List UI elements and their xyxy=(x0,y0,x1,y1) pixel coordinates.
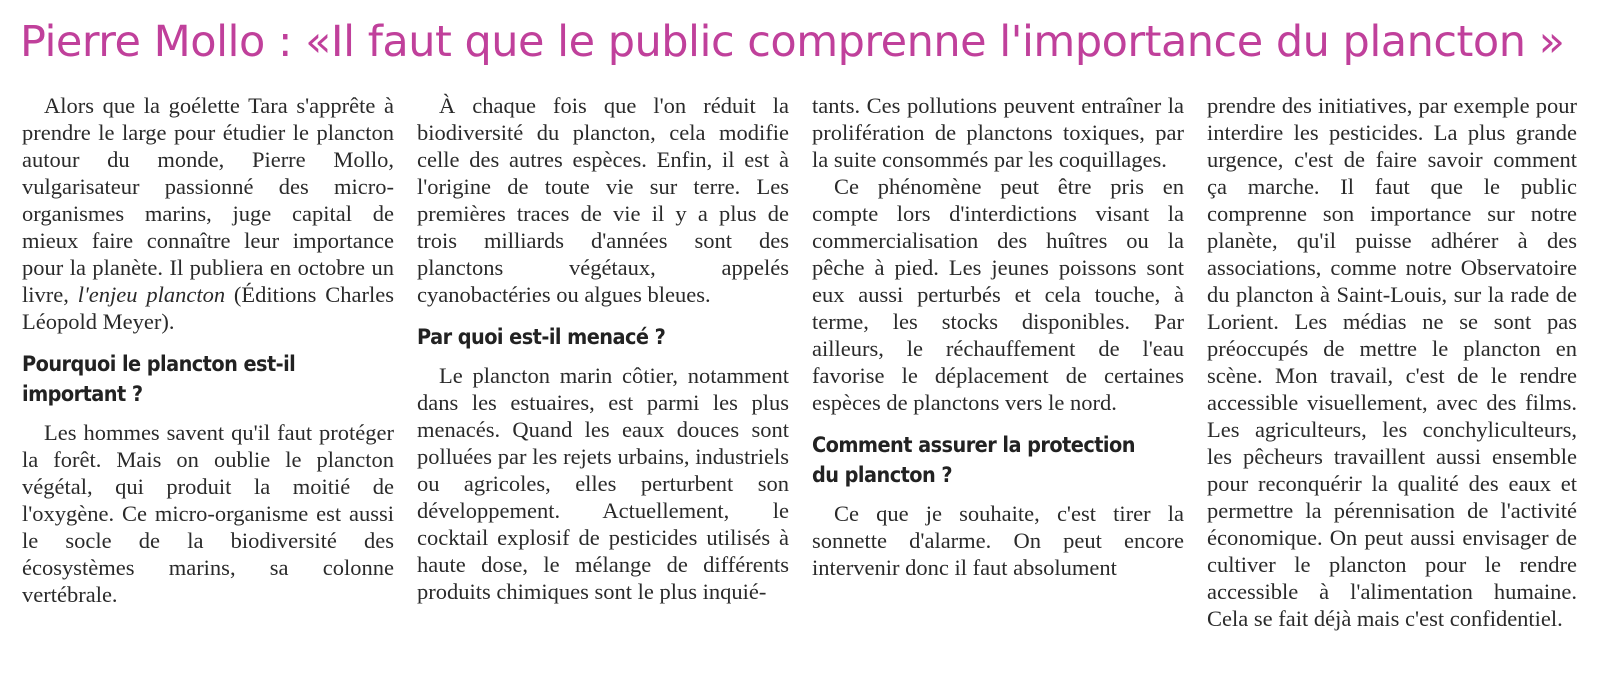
continued-paragraph: tants. Ces pollutions peuvent entraîner la prolifération de planctons toxiques, par la suite consommés par les coquillages. xyxy=(812,93,1184,172)
column-4 xyxy=(1207,92,1577,632)
question-heading-2: Par quoi est-il menacé ? xyxy=(417,325,666,349)
body-paragraph: Ce phénomène peut être pris en compte lors d'interdictions visant la commercialisation des huîtres ou la pêche à pied. Les jeunes poissons sont eux aussi perturbés et cela touche, à terme, les stocks disponibles. Par ailleurs, le réchauffement de l'eau favorise le déplacement de certaines espèces de planctons vers le nord. xyxy=(812,174,1184,415)
answer-paragraph-1: Les hommes savent qu'il faut protéger la forêt. Mais on oublie le plancton végétal, qui produit la moitié de l'oxygène. Ce micro-organisme est aussi le socle de la biodiversité des écosystèmes marins, sa colonne vertébrale. xyxy=(22,420,394,607)
book-title: l'enjeu plancton xyxy=(77,282,226,307)
continued-paragraph: prendre des initiatives, par exemple pour interdire les pesticides. La plus grande urgence, c'est de faire savoir comment ça marche. Il faut que le public comprenne son importance sur notre planète, qu'il puisse adhérer à des associations, comme notre Observatoire du plancton à Saint-Louis, sur la rade de Lorient. Les médias ne se sont pas préoccupés de mettre le plancton en scène. Mon travail, c'est de le rendre accessible visuellement, avec des films. Les agriculteurs, les conchyliculteurs, les pêcheurs travaillent aussi ensemble pour reconquérir la qualité des eaux et permettre la pérennisation de l'activité économique. On peut aussi envisager de cultiver le plancton pour le rendre accessible à l'alimentation humaine. Cela se fait déjà mais c'est confidentiel. xyxy=(1207,93,1577,631)
question-heading-3: Comment assurer la protection du plancton ? xyxy=(812,433,1135,487)
article-title: Pierre Mollo : «Il faut que le public comprenne l'importance du plancton » xyxy=(20,17,1565,67)
answer-paragraph-2: Le plancton marin côtier, notamment dans les estuaires, est parmi les plus menacés. Quand les eaux douces sont polluées par les rejets urbains, industriels ou agricoles, elles perturbent son développement. Actuellement, le cocktail explosif de pesticides utilisés à haute dose, le mélange de différents produits chimiques sont le plus inquié- xyxy=(417,363,789,604)
intro-paragraph xyxy=(22,92,394,335)
publisher-text: (Éditions Charles Léopold Meyer). xyxy=(22,282,394,334)
body-paragraph: À chaque fois que l'on réduit la biodiversité du plancton, cela modifie celle des autres espèces. Enfin, il est à l'origine de toute vie sur terre. Les premières traces de vie il y a plus de trois milliards d'années sont des planctons végétaux, appelés cyanobactéries ou algues bleues. xyxy=(417,93,789,307)
column-2 xyxy=(417,92,789,605)
answer-paragraph-3: Ce que je souhaite, c'est tirer la sonnette d'alarme. On peut encore intervenir donc il faut absolument xyxy=(812,501,1184,580)
intro-text: Alors que la goélette Tara s'apprête à prendre le large pour étudier le plancton autour du monde, Pierre Mollo, vulgarisateur passionné des micro-organismes marins, juge capital de mieux faire connaître leur importance pour la planète. Il publiera en octobre un livre, xyxy=(22,93,394,307)
column-3 xyxy=(812,92,1184,581)
question-heading-1: Pourquoi le plancton est-il important ? xyxy=(22,352,296,406)
column-1 xyxy=(22,92,394,608)
